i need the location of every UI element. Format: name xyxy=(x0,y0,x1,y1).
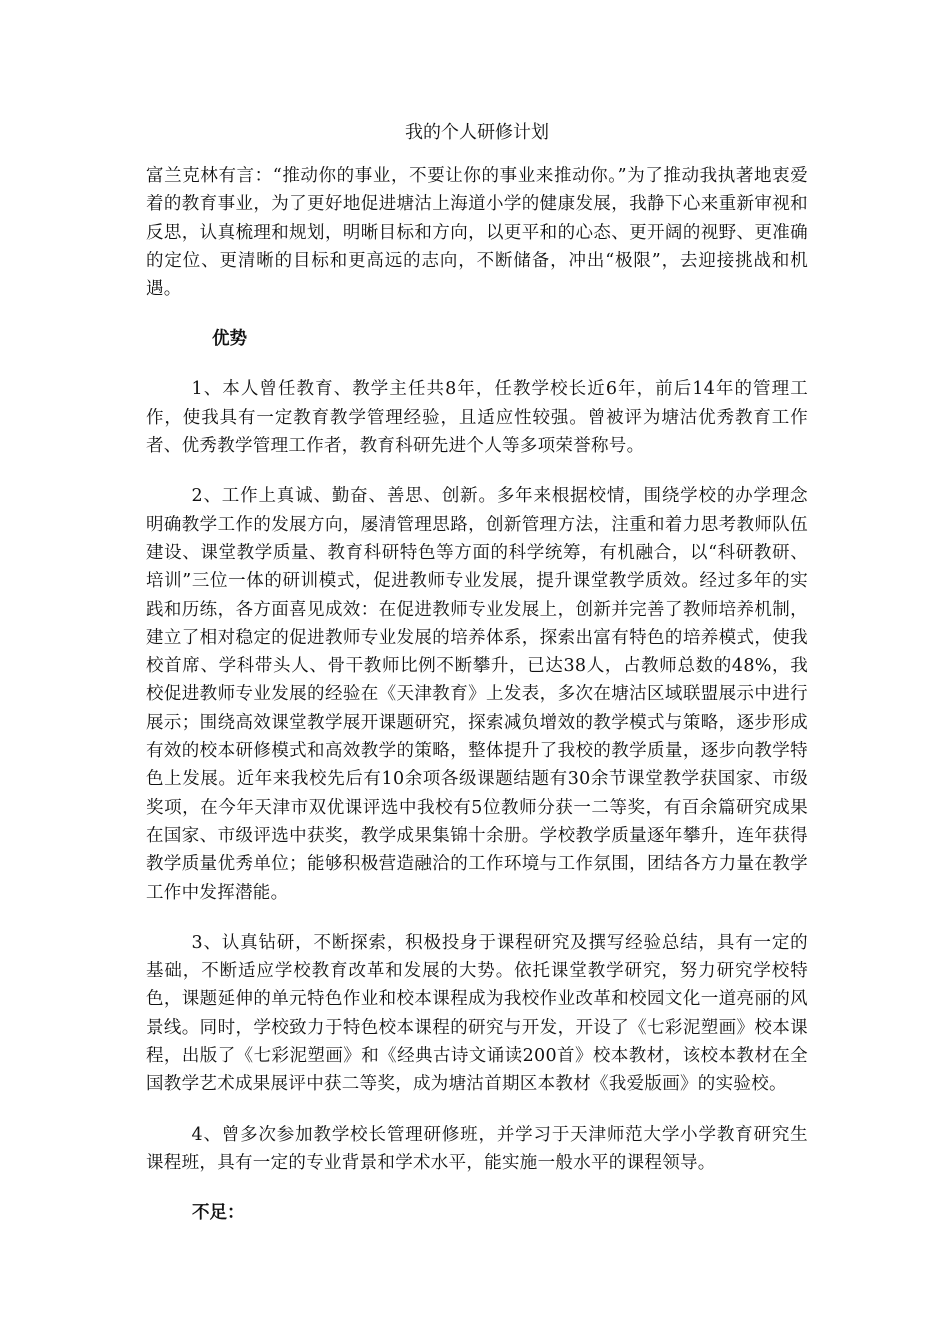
advantage-paragraph-2: 2、工作上真诚、勤奋、善思、创新。多年来根据校情，围绕学校的办学理念明确教学工作的发展方向，屡清管理思路，创新管理方法，注重和着力思考教师队伍建设、课堂教学质量、教育科研特色等方面的科学统筹，有机融合，以“科研教研、培训”三位一体的研训模式，促进教师专业发展，提升课堂教学质效。经过多年的实践和历练，各方面喜见成效：在促进教师专业发展上，创新并完善了教师培养机制，建立了相对稳定的促进教师专业发展的培养体系，探索出富有特色的培养模式，使我校首席、学科带头人、骨干教师比例不断攀升，已达38人，占教师总数的48%，我校促进教师专业发展的经验在《天津教育》上发表，多次在塘沽区域联盟展示中进行展示；围绕高效课堂教学展开课题研究，探索减负增效的教学模式与策略，逐步形成有效的校本研修模式和高效教学的策略，整体提升了我校的教学质量，逐步向教学特色上发展。近年来我校先后有10余项各级课题结题有30余节课堂教学获国家、市级奖项，在今年天津市双优课评选中我校有5位教师分获一二等奖，有百余篇研究成果在国家、市级评选中获奖，教学成果集锦十余册。学校教学质量逐年攀升，连年获得教学质量优秀单位；能够积极营造融洽的工作环境与工作氛围，团结各方力量在教学工作中发挥潜能。 xyxy=(146,486,808,903)
advantage-paragraph-3: 3、认真钻研，不断探索，积极投身于课程研究及撰写经验总结，具有一定的基础，不断适应学校教育改革和发展的大势。依托课堂教学研究，努力研究学校特色，课题延伸的单元特色作业和校本课程成为我校作业改革和校园文化一道亮丽的风景线。同时，学校致力于特色校本课程的研究与开发，开设了《七彩泥塑画》校本课程，出版了《七彩泥塑画》和《经典古诗文诵读200首》校本教材，该校本教材在全国教学艺术成果展评中获二等奖，成为塘沽首期区本教材《我爱版画》的实验校。 xyxy=(146,932,808,1095)
advantage-paragraph-4: 4、曾多次参加教学校长管理研修班，并学习于天津师范大学小学教育研究生课程班，具有一定的专业背景和学术水平，能实施一般水平的课程领导。 xyxy=(146,1124,808,1173)
page-title: 我的个人研修计划 xyxy=(405,122,549,143)
section-heading-shortcomings: 不足： xyxy=(192,1203,245,1224)
section-heading-advantages: 优势 xyxy=(212,329,247,350)
advantage-paragraph-1: 1、本人曾任教育、教学主任共8年，任教学校长近6年，前后14年的管理工作，使我具有一定教育教学管理经验，且适应性较强。曾被评为塘沽优秀教育工作者、优秀教学管理工作者，教育科研先进个人等多项荣誉称号。 xyxy=(146,379,808,457)
intro-paragraph: 富兰克林有言：“推动你的事业，不要让你的事业来推动你。”为了推动我执著地衷爱着的教育事业，为了更好地促进塘沽上海道小学的健康发展，我静下心来重新审视和反思，认真梳理和规划，明晰目标和方向，以更平和的心态、更开阔的视野、更准确的定位、更清晰的目标和更高远的志向，不断储备，冲出“极限”，去迎接挑战和机遇。 xyxy=(146,166,808,300)
document-page xyxy=(146,118,808,1249)
